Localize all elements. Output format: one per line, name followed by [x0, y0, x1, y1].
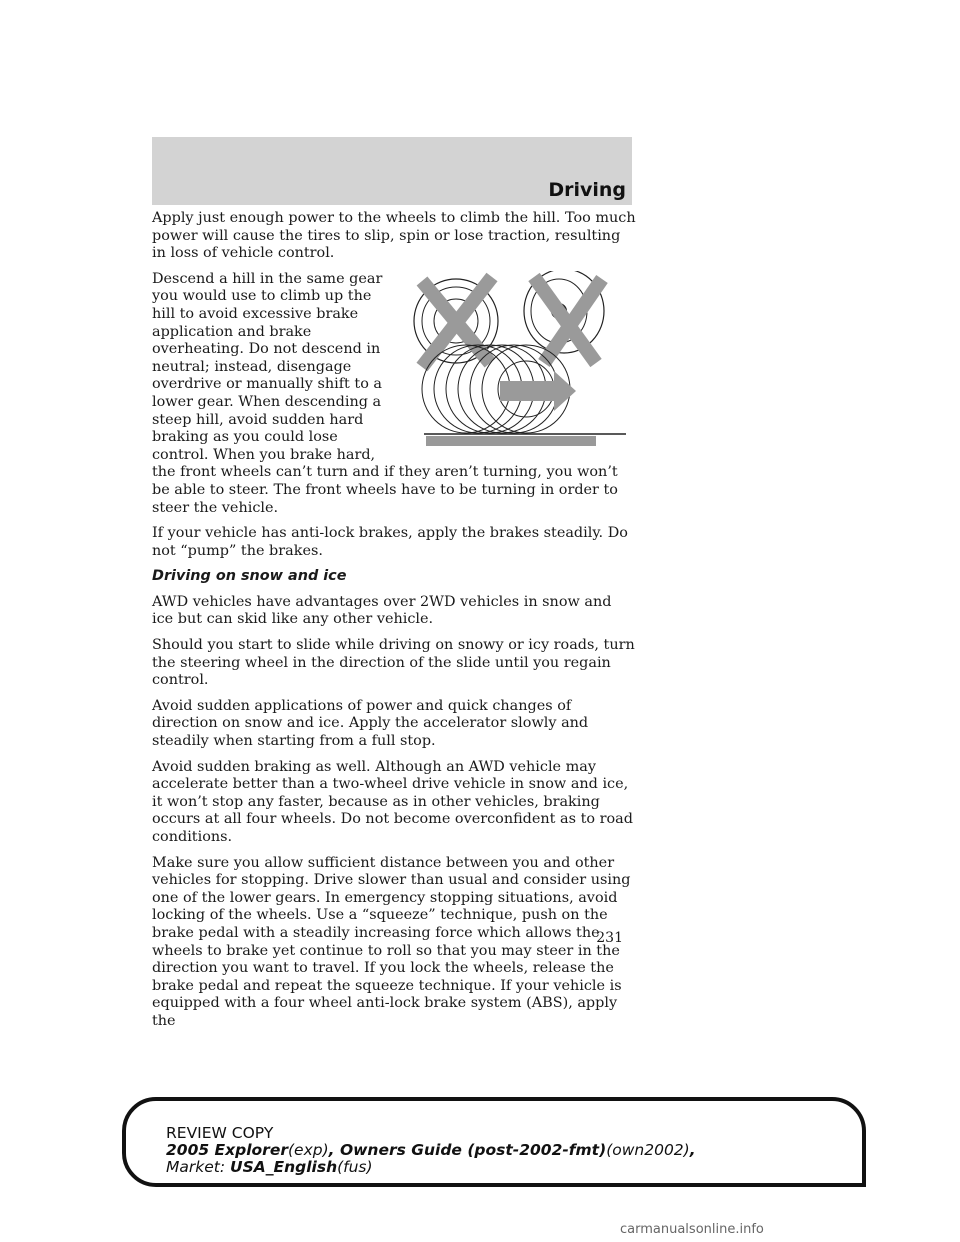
- paragraph: Avoid sudden braking as well. Although an AWD vehicle may accelerate better than a two-wheel drive vehicle in snow and ice, it won’t stop any faster, because as in other vehicles, braking occurs at all four wheels. Do not become overconfident as to road conditions.: [152, 758, 633, 845]
- review-line-1: REVIEW COPY: [166, 1124, 274, 1142]
- review-line-2: 2005 Explorer(exp), Owners Guide (post-2002-fmt)(own2002),: [166, 1141, 696, 1159]
- paragraph: Avoid sudden applications of power and quick changes of direction on snow and ice. Apply the accelerator slowly and steadily when starting from a full stop.: [152, 697, 589, 750]
- body-text: [152, 210, 636, 1039]
- review-copy-text: [166, 1125, 696, 1176]
- wheel-illustration: [404, 271, 636, 459]
- paragraph: If your vehicle has anti-lock brakes, apply the brakes steadily. Do not “pump” the brakes.: [152, 525, 628, 559]
- review-copy-box: [122, 1097, 866, 1187]
- watermark-text: carmanualsonline.info: [620, 1222, 764, 1237]
- paragraph: Should you start to slide while driving on snowy or icy roads, turn the steering wheel in the direction of the slide until you regain control.: [152, 637, 635, 689]
- paragraph: Apply just enough power to the wheels to climb the hill. Too much power will cause the tires to slip, spin or lose traction, resulting in loss of vehicle control.: [152, 210, 636, 262]
- skidding-wheels-diagram: [404, 271, 636, 459]
- subheading: Driving on snow and ice: [152, 568, 347, 585]
- paragraph: Descend a hill in the same gear you would use to climb up the hill to avoid excessive brake application and brake overheating. Do not descend in neutral; instead, disengage overdrive or manually shift to a lower gear. When descending a steep hill, avoid sudden hard braking as you could lose control. When you brake hard, the front wheels can’t turn and if they aren’t turning, you won’t be able to steer. The front wheels have to be turning in order to steer the vehicle.: [152, 270, 618, 516]
- page-number: 231: [596, 930, 623, 946]
- review-line-3: Market: USA_English(fus): [166, 1158, 373, 1176]
- paragraph: AWD vehicles have advantages over 2WD vehicles in snow and ice but can skid like any other vehicle.: [152, 593, 612, 628]
- header-band: [152, 137, 632, 205]
- section-title: Driving: [548, 179, 626, 201]
- paragraph: Make sure you allow sufficient distance between you and other vehicles for stopping. Drive slower than usual and consider using one of the lower gears. In emergency stopping situations, avoid locking of the wheels. Use a “squeeze” technique, push on the brake pedal with a steadily increasing force which allows the wheels to brake yet continue to roll so that you may steer in the direction you want to travel. If you lock the wheels, release the brake pedal and repeat the squeeze technique. If your vehicle is equipped with a four wheel anti-lock brake system (ABS), apply the: [152, 854, 631, 1029]
